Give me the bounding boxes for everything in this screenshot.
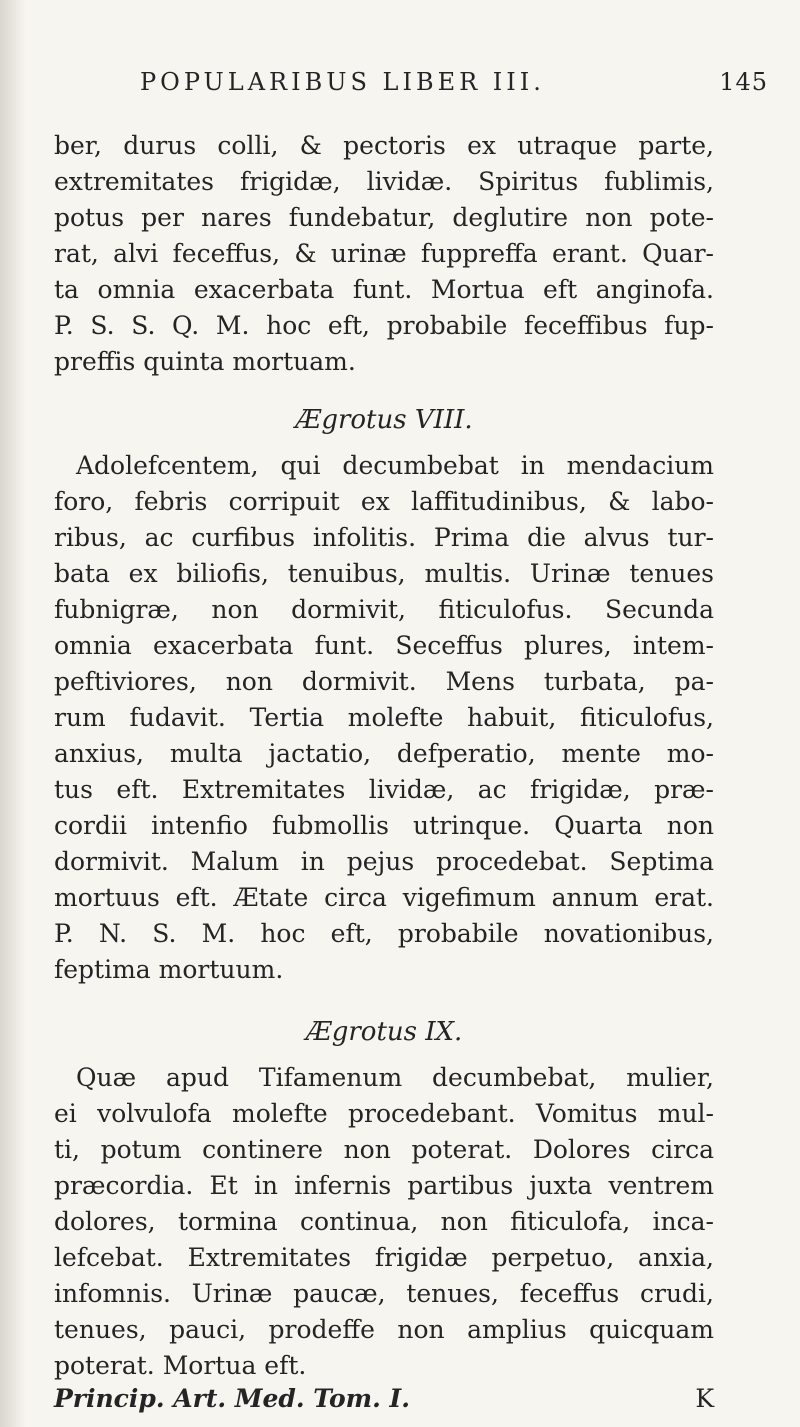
text-line: ber, durus colli, & pectoris ex utraque parte, [54,131,714,160]
text-line: potus per nares fundebatur, deglutire non pote- [54,203,714,232]
text-line: Adolefcentem, qui decumbebat in mendacium [76,451,714,480]
text-line: mortuus eft. Ætate circa vigefimum annum erat. [54,883,714,912]
text-line: omnia exacerbata funt. Seceffus plures, intem- [54,631,714,660]
signature-mark: Princip. Art. Med. Tom. I. [54,1384,410,1413]
text-line: dolores, tormina continua, non fiticulofa, inca- [54,1207,714,1236]
text-line: feptima mortuum. [54,955,284,984]
text-line: lefcebat. Extremitates frigidæ perpetuo, anxia, [54,1243,714,1272]
text-line: anxius, multa jactatio, defperatio, mente mo- [54,739,714,768]
text-line: extremitates frigidæ, lividæ. Spiritus fublimis, [54,167,714,196]
text-line: rat, alvi feceffus, & urinæ fuppreffa erant. Quar- [54,239,714,268]
text-line: ribus, ac curfibus infolitis. Prima die alvus tur- [54,523,714,552]
text-line: rum fudavit. Tertia molefte habuit, fiticulofus, [54,703,714,732]
text-line: ti, potum continere non poterat. Dolores circa [54,1135,714,1164]
text-line: tus eft. Extremitates lividæ, ac frigidæ, præ- [54,775,714,804]
text-line: infomnis. Urinæ paucæ, tenues, feceffus crudi, [54,1279,714,1308]
text-line: foro, febris corripuit ex laffitudinibus, & labo- [54,487,714,516]
text-line: ei volvulofa molefte procedebant. Vomitus mul- [54,1099,714,1128]
text-line: ta omnia exacerbata funt. Mortua eft anginofa. [54,275,714,304]
page-number: 145 [719,68,768,96]
running-head-title: POPULARIBUS LIBER III. [140,68,545,96]
text-line: fubnigræ, non dormivit, fiticulofus. Secunda [54,595,714,624]
text-line: peftiviores, non dormivit. Mens turbata, pa- [54,667,714,696]
catchword: K [695,1384,714,1413]
text-line: cordii intenfio fubmollis utrinque. Quarta non [54,811,714,840]
text-line: P. N. S. M. hoc eft, probabile novationibus, [54,919,714,948]
text-line: Quæ apud Tifamenum decumbebat, mulier, [76,1063,714,1092]
running-head [140,68,768,96]
case-heading: Ægrotus IX. [305,1017,463,1047]
case-heading: Ægrotus VIII. [295,405,473,435]
text-line: dormivit. Malum in pejus procedebat. Septima [54,847,714,876]
text-line: præcordia. Et in infernis partibus juxta ventrem [54,1171,714,1200]
text-line: P. S. S. Q. M. hoc eft, probabile feceffibus fup- [54,311,714,340]
gutter-shadow [0,0,26,1427]
page-footer [54,1384,714,1413]
text-line: preffis quinta mortuam. [54,347,356,376]
text-line: tenues, pauci, prodeffe non amplius quicquam [54,1315,714,1344]
text-line: bata ex biliofis, tenuibus, multis. Urinæ tenues [54,559,714,588]
text-line: poterat. Mortua eft. [54,1351,307,1380]
